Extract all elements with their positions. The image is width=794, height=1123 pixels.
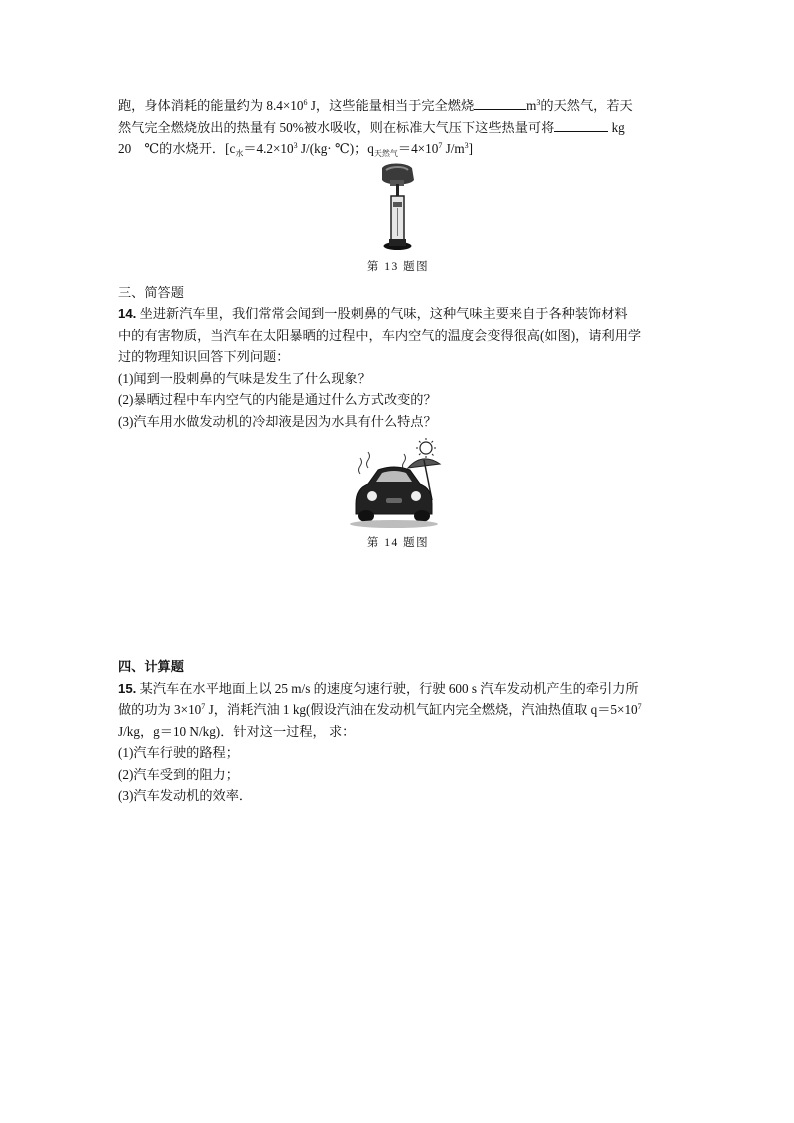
q15-item-2: (2)汽车受到的阻力； bbox=[118, 766, 239, 782]
q15-item-3: (3)汽车发动机的效率． bbox=[118, 788, 253, 803]
answer-blank[interactable] bbox=[554, 118, 608, 132]
question-number: 15. bbox=[118, 680, 137, 696]
figure-14 bbox=[118, 438, 678, 550]
q14-item-3: (3)汽车用水做发动机的冷却液是因为水具有什么特点？ bbox=[118, 413, 437, 429]
q14-item-1: (1)闻到一股刺鼻的气味是发生了什么现象？ bbox=[118, 370, 371, 386]
answer-blank[interactable] bbox=[474, 96, 526, 110]
q15-item-1: (1)汽车行驶的路程； bbox=[118, 745, 239, 760]
q14-item-2: (2)暴晒过程中车内空气的内能是通过什么方式改变的？ bbox=[118, 392, 437, 407]
figure-14-caption: 第 14 题图 bbox=[366, 537, 430, 549]
document-page bbox=[118, 95, 678, 807]
q13-line-1: 跑，身体消耗的能量约为 $8.4\times 10^6$ J，这些能量相当于完全燃烧 $m^3$的天然气，若天 bbox=[118, 98, 633, 113]
q15-line-3: J/kg，g＝10 N/kg)．针对这一过程， 求： bbox=[118, 723, 356, 739]
q13-line-3: 20 ℃的水烧开．[$c_水=4.2\times 10^3$ J/(kg· ℃)；$q_{天然气}=4\times 10^7$ $J/m^3$] bbox=[118, 141, 474, 158]
figure-13 bbox=[118, 162, 678, 274]
q13-line-2: 然气完全燃烧放出的热量有 50%被水吸收，则在标准大气压下这些热量可将 kg bbox=[118, 119, 625, 135]
question-number: 14. bbox=[118, 306, 137, 321]
car-in-sun-figure bbox=[348, 438, 448, 530]
q15-line-2: 做的功为 $3\times 10^7$ J，消耗汽油 1 kg(假设汽油在发动机气缸内完全燃烧，汽油热值取 $q=5\times 10^7$ bbox=[118, 702, 642, 717]
q14-line-2: 中的有害物质，当汽车在太阳暴晒的过程中，车内空气的温度会变得很高(如图)，请利用学 bbox=[118, 327, 642, 343]
q14-line-1: 14. 坐进新汽车里，我们常常会闻到一股刺鼻的气味，这种气味主要来自于各种装饰材料 bbox=[118, 306, 628, 321]
air-pump-figure bbox=[368, 162, 428, 254]
q15-line-1: 15. 某汽车在水平地面上以 25 m/s 的速度匀速行驶，行驶 600 s 汽车发动机产生的牵引力所 bbox=[118, 680, 639, 696]
q14-line-3: 过的物理知识回答下列问题： bbox=[118, 349, 290, 364]
figure-13-caption: 第 13 题图 bbox=[366, 260, 430, 273]
section-3-title: 三、简答题 bbox=[118, 284, 184, 300]
section-4-title: 四、计算题 bbox=[118, 659, 184, 674]
